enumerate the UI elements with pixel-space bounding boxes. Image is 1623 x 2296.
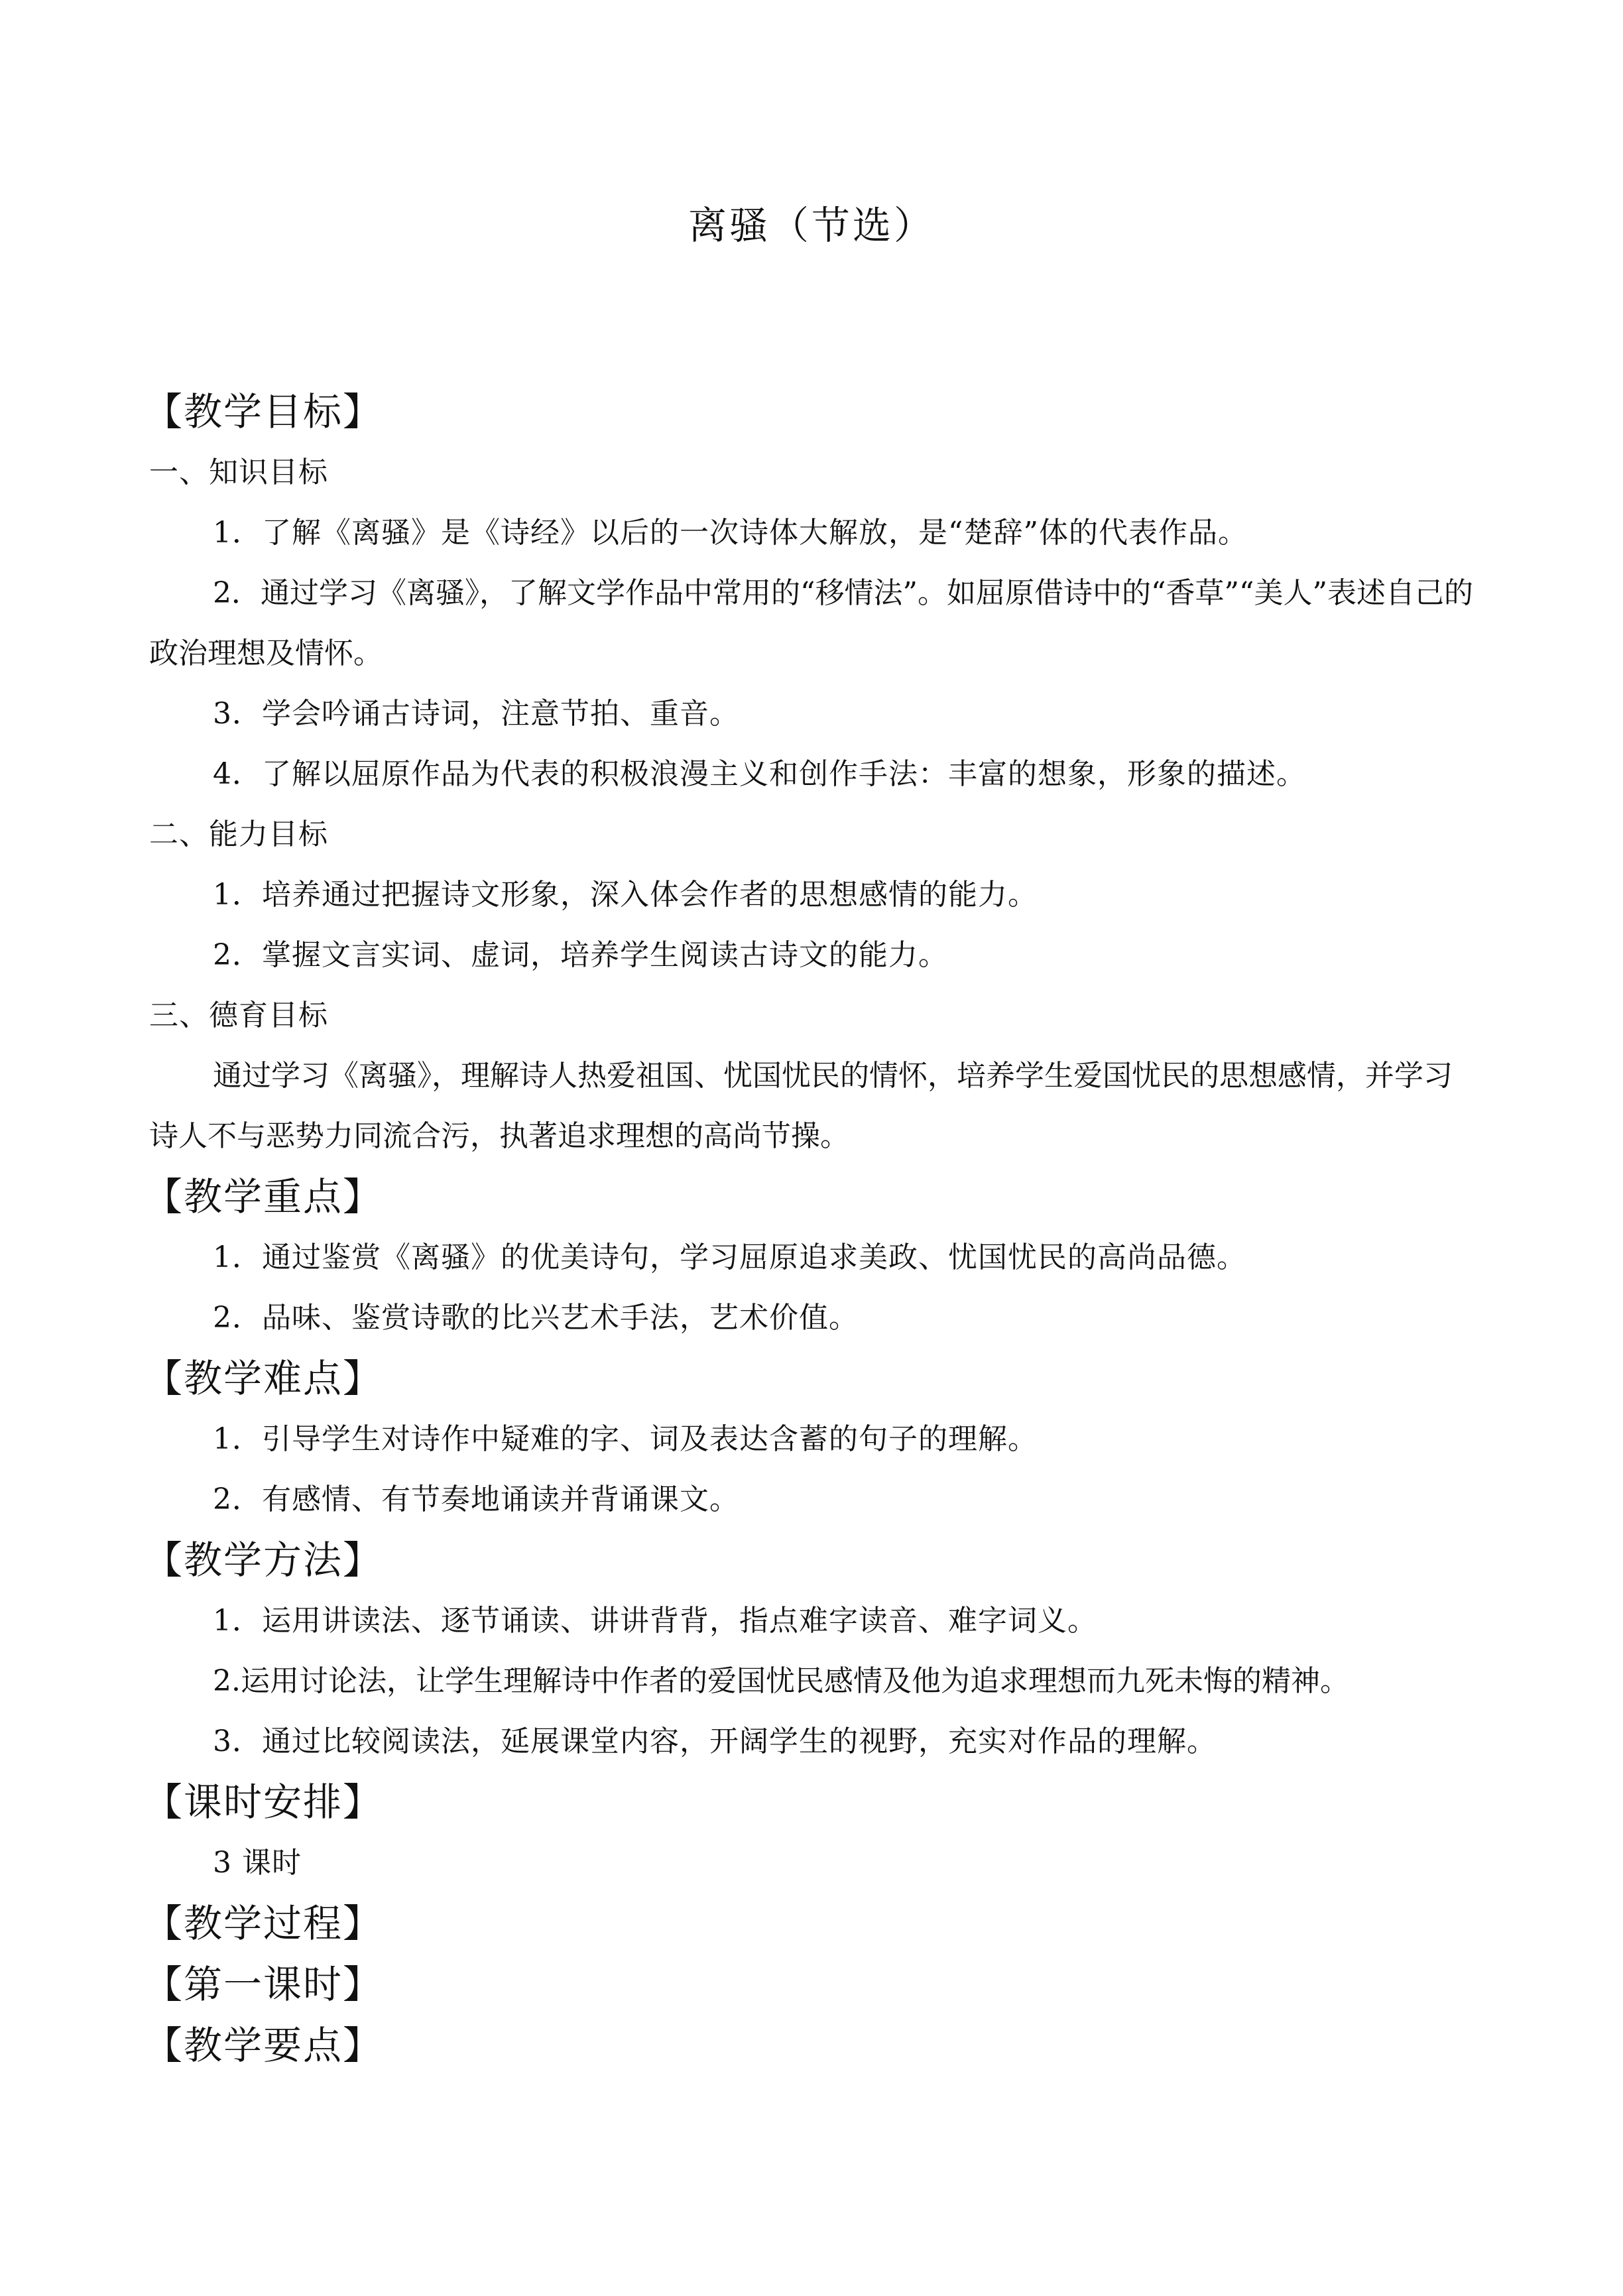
- knowledge-item-1: 1．了解《离骚》是《诗经》以后的一次诗体大解放，是“楚辞”体的代表作品。: [213, 516, 1248, 550]
- method-item-1: 1．运用讲读法、逐节诵读、讲讲背背，指点难字读音、难字词义。: [213, 1604, 1097, 1638]
- method-item-3: 3．通过比较阅读法，延展课堂内容，开阔学生的视野，充实对作品的理解。: [213, 1724, 1217, 1758]
- moral-objectives-heading: 三、德育目标: [149, 998, 328, 1032]
- objectives-heading: 【教学目标】: [144, 389, 383, 434]
- difficulties-heading: 【教学难点】: [144, 1356, 383, 1401]
- document-body: [144, 381, 1475, 2076]
- methods-heading: 【教学方法】: [144, 1538, 383, 1583]
- difficulty-item-2: 2．有感情、有节奏地诵读并背诵课文。: [213, 1482, 739, 1516]
- lesson-points-heading: 【教学要点】: [144, 2023, 383, 2068]
- knowledge-objectives-heading: 一、知识目标: [149, 455, 328, 489]
- ability-objectives-heading: 二、能力目标: [149, 817, 328, 851]
- key-point-item-1: 1．通过鉴赏《离骚》的优美诗句，学习屈原追求美政、忧国忧民的高尚品德。: [213, 1240, 1246, 1274]
- first-lesson-heading: 【第一课时】: [144, 1962, 383, 2007]
- page-title: 离骚（节选）: [688, 203, 935, 248]
- method-item-2: 2.运用讨论法，让学生理解诗中作者的爱国忧民感情及他为追求理想而九死未悔的精神。: [213, 1664, 1349, 1698]
- moral-objectives-text: 通过学习《离骚》，理解诗人热爱祖国、忧国忧民的情怀，培养学生爱国忧民的思想感情，并学习诗人不与恶势力同流合污，执著追求理想的高尚节操。: [149, 1059, 1453, 1153]
- ability-item-2: 2．掌握文言实词、虚词，培养学生阅读古诗文的能力。: [213, 938, 948, 972]
- key-points-heading: 【教学重点】: [144, 1174, 383, 1219]
- schedule-text: 3 课时: [213, 1846, 302, 1880]
- process-heading: 【教学过程】: [144, 1901, 383, 1946]
- knowledge-item-2: 2．通过学习《离骚》，了解文学作品中常用的“移情法”。如屈原借诗中的“香草”“美人”表述自己的政治理想及情怀。: [149, 576, 1473, 670]
- knowledge-item-3: 3．学会吟诵古诗词，注意节拍、重音。: [213, 697, 739, 731]
- difficulty-item-1: 1．引导学生对诗作中疑难的字、词及表达含蓄的句子的理解。: [213, 1422, 1038, 1456]
- knowledge-item-4: 4．了解以屈原作品为代表的积极浪漫主义和创作手法：丰富的想象，形象的描述。: [213, 757, 1306, 791]
- ability-item-1: 1．培养通过把握诗文形象，深入体会作者的思想感情的能力。: [213, 878, 1038, 912]
- key-point-item-2: 2．品味、鉴赏诗歌的比兴艺术手法，艺术价值。: [213, 1301, 859, 1335]
- schedule-heading: 【课时安排】: [144, 1780, 383, 1825]
